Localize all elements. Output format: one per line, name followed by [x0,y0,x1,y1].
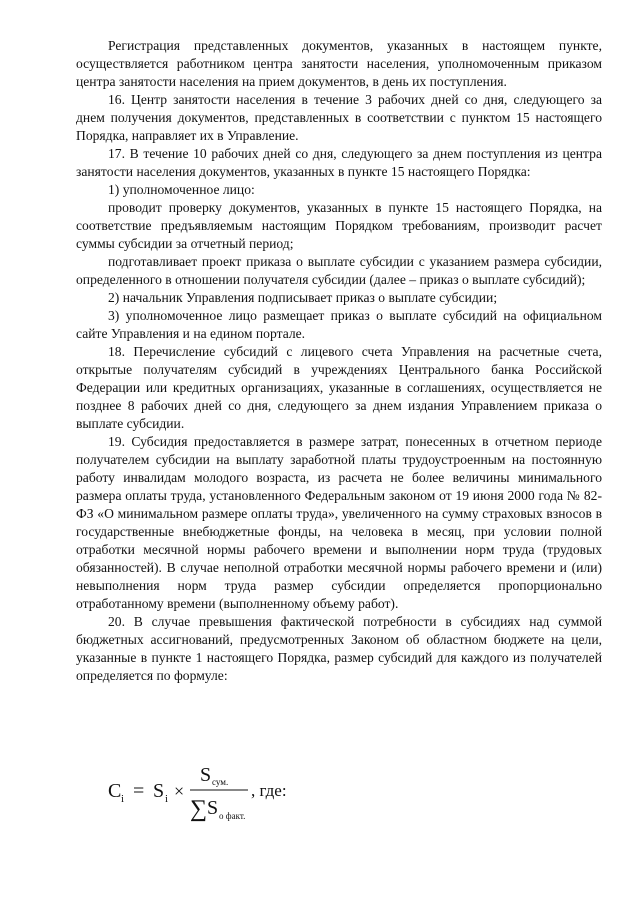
formula-denominator-sub: о факт. [219,811,246,821]
formula-numerator: S [200,764,212,786]
formula-denominator: S [207,797,219,819]
paragraph-17-item-3: 3) уполномоченное лицо размещает приказ о выплате субсидий на официальном сайте Управления и на едином портале. [76,308,602,341]
formula-equals: = [133,780,145,802]
formula-s-sub: i [165,793,169,805]
formula-lhs-sub: i [121,793,125,805]
formula-numerator-sub: сум. [212,777,229,787]
paragraph-17-item-2: 2) начальник Управления подписывает приказ о выплате субсидии; [108,290,498,305]
document-body [76,37,602,685]
paragraph-18: 18. Перечисление субсидий с лицевого счета Управления на расчетные счета, открытые получателям субсидий в учреждениях Центрального банка Российской Федерации или кредитных организациях, указанные в соглашениях, осуществляется не позднее 8 рабочих дней со дня, следующего за днем издания Управлением приказа о выплате субсидии. [76,344,602,431]
formula-times: × [174,781,185,801]
formula-lhs: C [108,780,122,802]
paragraph-17-item-1-check: проводит проверку документов, указанных в пункте 15 настоящего Порядка, на соответствие предъявляемым настоящим Порядком требованиям, производит расчет суммы субсидии за отчетный период; [76,200,602,251]
paragraph-registration: Регистрация представленных документов, указанных в настоящем пункте, осуществляется работником центра занятости населения, уполномоченным приказом центра занятости населения на прием документов, в день их поступления. [76,38,602,89]
paragraph-19: 19. Субсидия предоставляется в размере затрат, понесенных в отчетном периоде получателем субсидии на выплату заработной платы трудоустроенным на постоянную работу инвалидам молодого возраста, из расчета не более величины минимального размера оплаты труда, установленного Федеральным законом от 19 июня 2000 года № 82-ФЗ «О минимальном размере оплаты труда», увеличенного на сумму страховых взносов в государственные внебюджетные фонды, на человека в месяц, при условии полной отработки месячной нормы рабочего времени и выполнении норм труда (трудовых обязанностей). В случае неполной отработки месячной нормы рабочего времени и (или) невыполнения норм труда размер субсидии определяется пропорционально отработанному времени (выполненному объему работ). [76,434,602,611]
paragraph-17-item-1: 1) уполномоченное лицо: [108,182,255,197]
subsidy-formula [108,763,368,823]
formula-suffix: , где: [251,781,287,800]
paragraph-17-item-1-prepare: подготавливает проект приказа о выплате субсидии с указанием размера субсидии, определенного в отношении получателя субсидии (далее – приказ о выплате субсидий); [76,254,602,287]
formula-svg [108,763,368,823]
paragraph-20: 20. В случае превышения фактической потребности в субсидиях над суммой бюджетных ассигнований, предусмотренных Законом об областном бюджете на цели, указанные в пункте 1 настоящего Порядка, размер субсидий для каждого из получателей определяется по формуле: [76,614,602,683]
formula-s: S [153,780,165,802]
paragraph-16: 16. Центр занятости населения в течение 3 рабочих дней со дня, следующего за днем получения документов, представленных в соответствии с пунктом 15 настоящего Порядка, направляет их в Управление. [76,92,602,143]
paragraph-17: 17. В течение 10 рабочих дней со дня, следующего за днем поступления из центра занятости населения документов, указанных в пункте 15 настоящего Порядка: [76,146,602,179]
formula-sum-sign: ∑ [190,796,208,822]
